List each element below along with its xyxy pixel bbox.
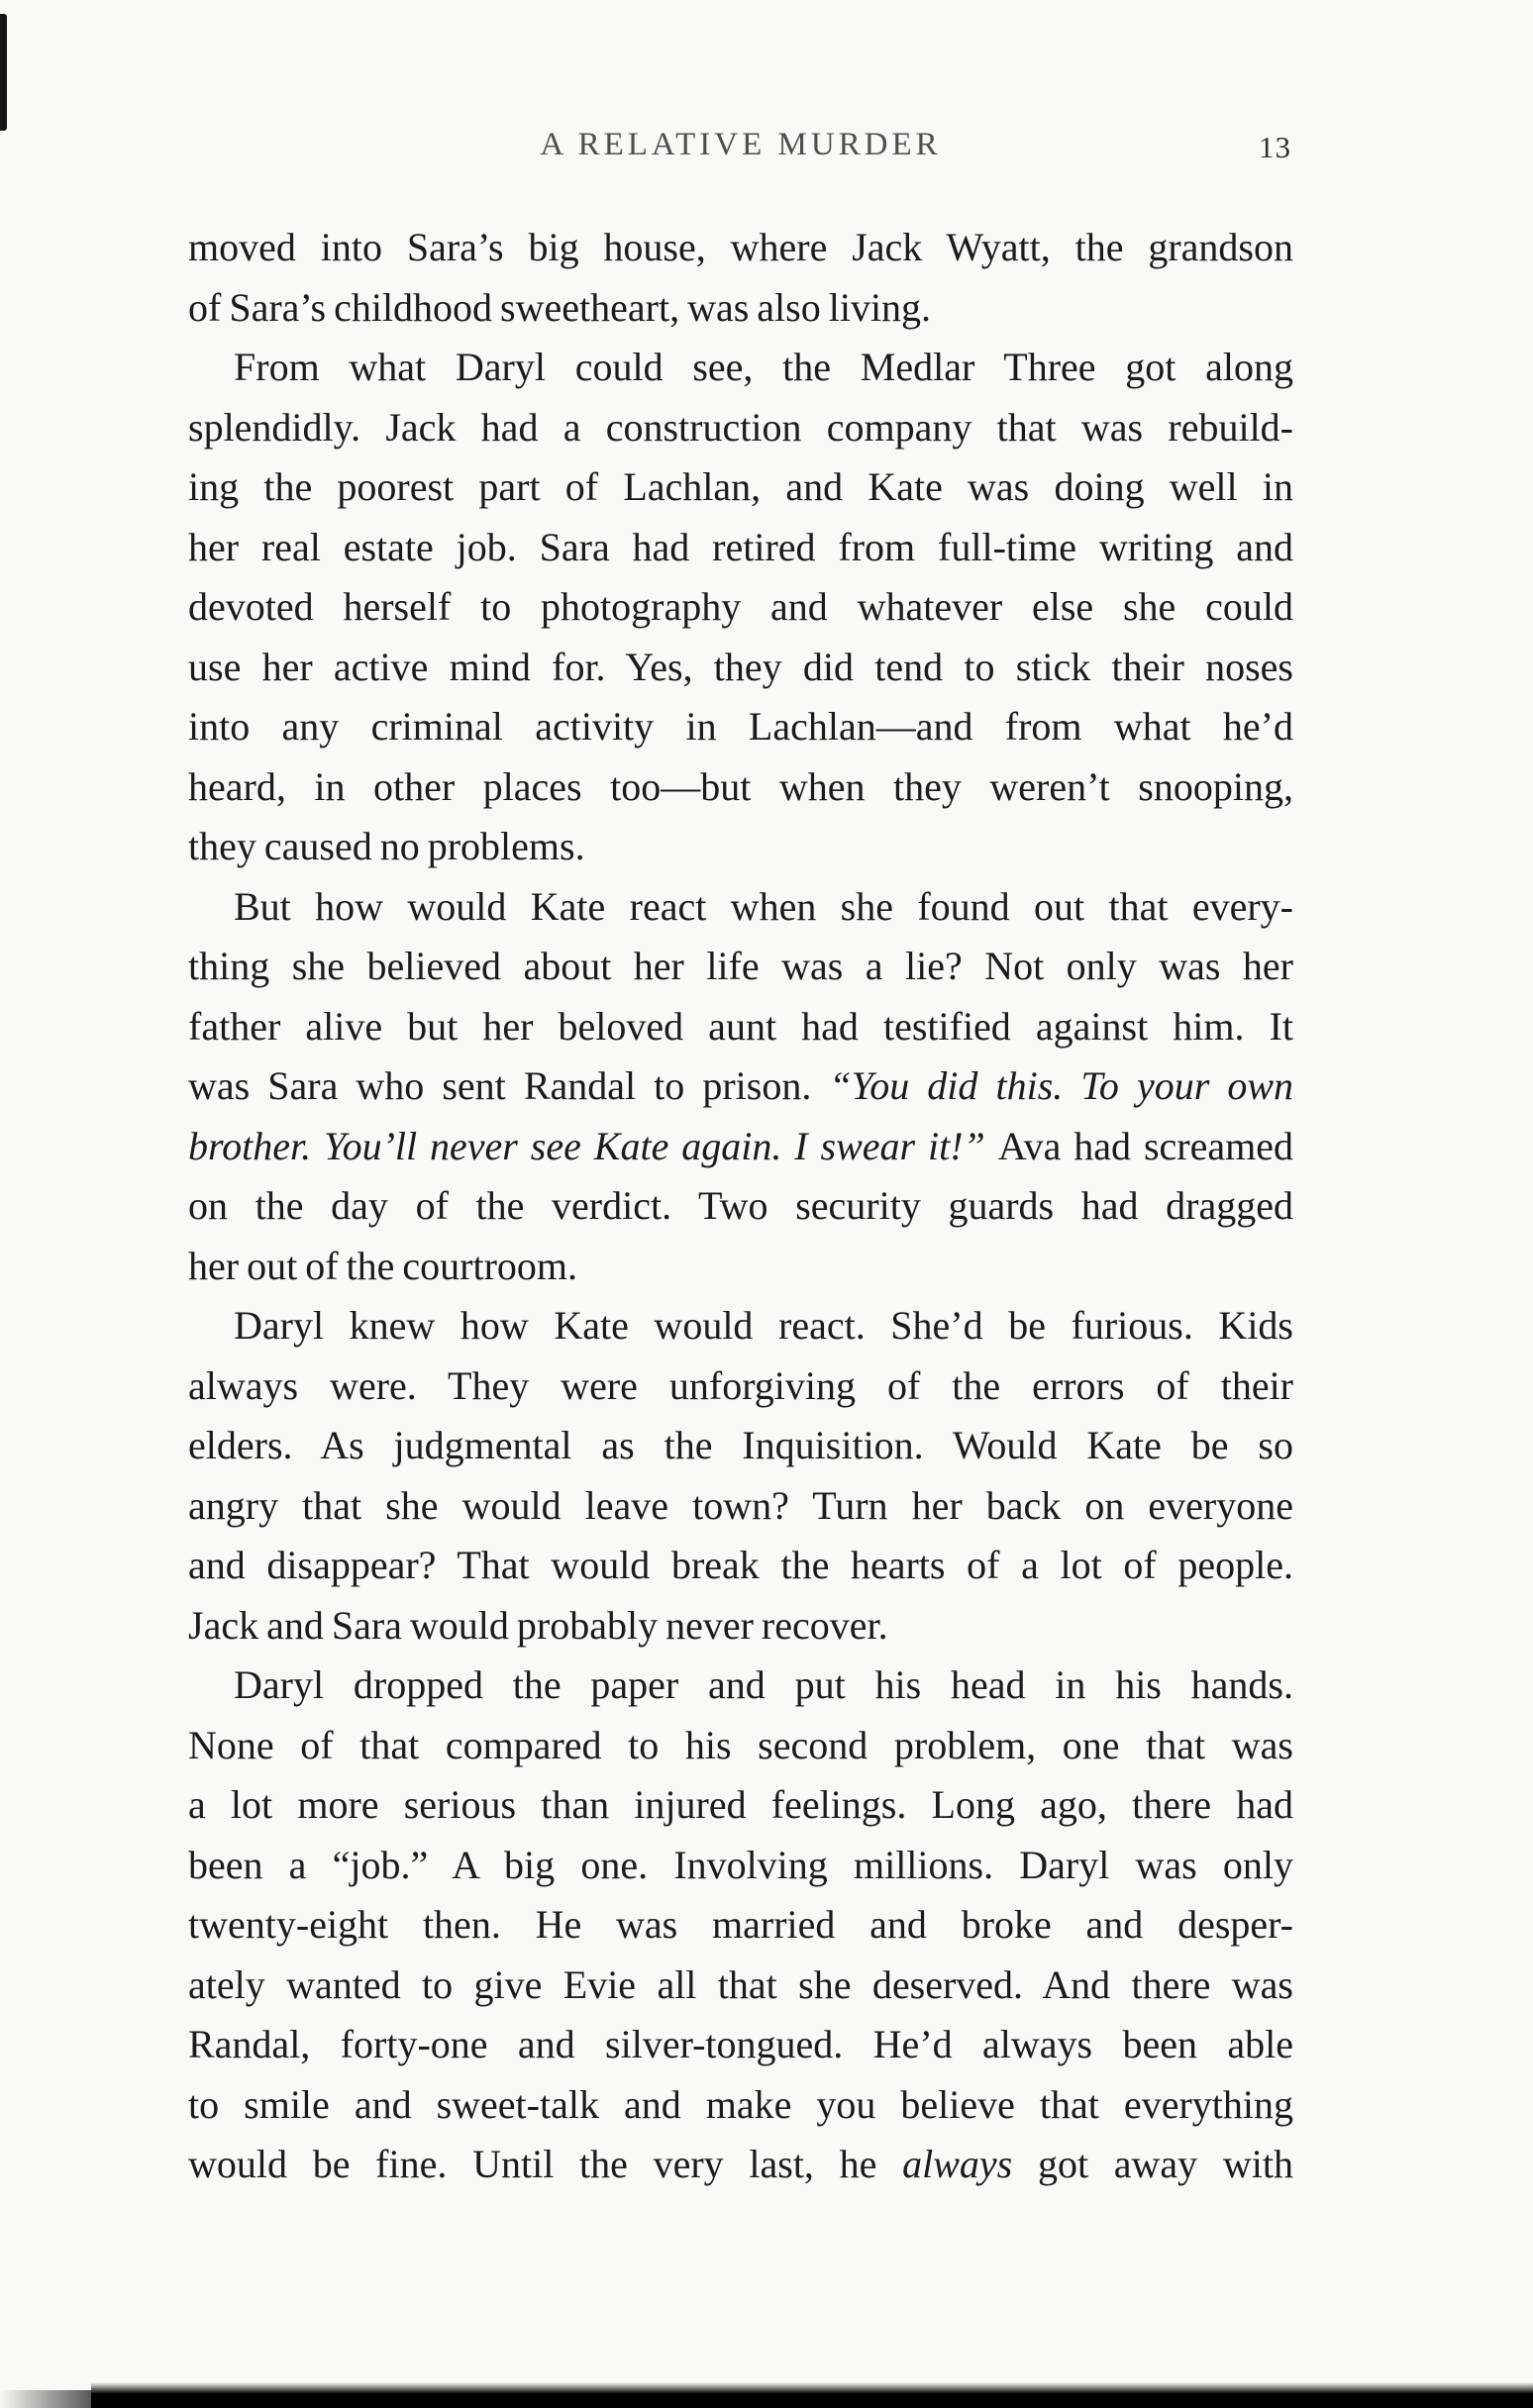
text-line: ing the poorest part of Lachlan, and Kate was doing well in [188,464,1293,509]
text-line: a lot more serious than injured feelings. Long ago, there had [188,1782,1293,1827]
text-line: ately wanted to give Evie all that she deserved. And there was [188,1961,1293,2007]
paragraph [188,1656,1293,2195]
text-line: Randal, forty-one and silver-tongued. He’d always been able [188,2022,1293,2066]
text-line: devoted herself to photography and whatever else she could [188,584,1293,629]
text-line: Jack and Sara would probably never recover. [188,1602,888,1648]
text-line: father alive but her beloved aunt had testified against him. It [188,1003,1293,1049]
text-line: they caused no problems. [188,824,585,868]
text-line: moved into Sara’s big house, where Jack Wyatt, the grandson [188,225,1293,269]
text-line: her real estate job. Sara had retired from full-time writing and [188,524,1293,569]
text-line: But how would Kate react when she found out that every- [234,883,1293,929]
text-line: use her active mind for. Yes, they did tend to stick their noses [188,644,1293,689]
paragraph [188,218,1293,338]
page-body [188,218,1293,2195]
text-line: From what Daryl could see, the Medlar Three got along [234,345,1293,389]
running-title: A RELATIVE MURDER [540,127,942,162]
text-line: thing she believed about her life was a lie? Not only was her [188,944,1293,988]
text-line: Daryl dropped the paper and put his head in his hands. [234,1662,1293,1707]
text-line: her out of the courtroom. [188,1243,577,1288]
text-line: into any criminal activity in Lachlan—and from what he’d [188,704,1293,749]
text-line: was Sara who sent Randal to prison. “You did this. To your own [188,1063,1294,1108]
scan-bottom-fade-artifact [0,2390,91,2408]
paragraph [188,1296,1293,1656]
text-line: of Sara’s childhood sweetheart, was also living. [188,284,932,330]
text-line: always were. They were unforgiving of the errors of their [188,1362,1293,1408]
page-content [188,127,1293,2195]
scan-corner-artifact [0,14,7,131]
page-header [188,127,1293,168]
page-number: 13 [1259,130,1291,164]
text-line: and disappear? That would break the hearts of a lot of people. [188,1543,1293,1587]
text-line: angry that she would leave town? Turn her back on everyone [188,1482,1293,1528]
text-line: heard, in other places too—but when they weren’t snooping, [188,763,1293,809]
paragraph [188,877,1293,1297]
text-line: twenty-eight then. He was married and broke and desper- [188,1902,1293,1947]
text-line: None of that compared to his second problem, one that was [188,1722,1293,1767]
text-line: on the day of the verdict. Two security guards had dragged [188,1183,1293,1228]
text-line: brother. You’ll never see Kate again. I swear it!” Ava had screamed [188,1123,1293,1168]
text-line: Daryl knew how Kate would react. She’d be furious. Kids [234,1303,1293,1348]
text-line: splendidly. Jack had a construction company that was rebuild- [188,404,1293,450]
paragraph [188,338,1293,877]
text-line: elders. As judgmental as the Inquisition. Would Kate be so [188,1423,1293,1467]
text-line: would be fine. Until the very last, he always got away with [188,2142,1293,2186]
scan-bottom-bar-artifact [91,2382,1533,2408]
text-line: to smile and sweet-talk and make you believe that everything [188,2081,1293,2127]
text-line: been a “job.” A big one. Involving millions. Daryl was only [188,1842,1293,1887]
